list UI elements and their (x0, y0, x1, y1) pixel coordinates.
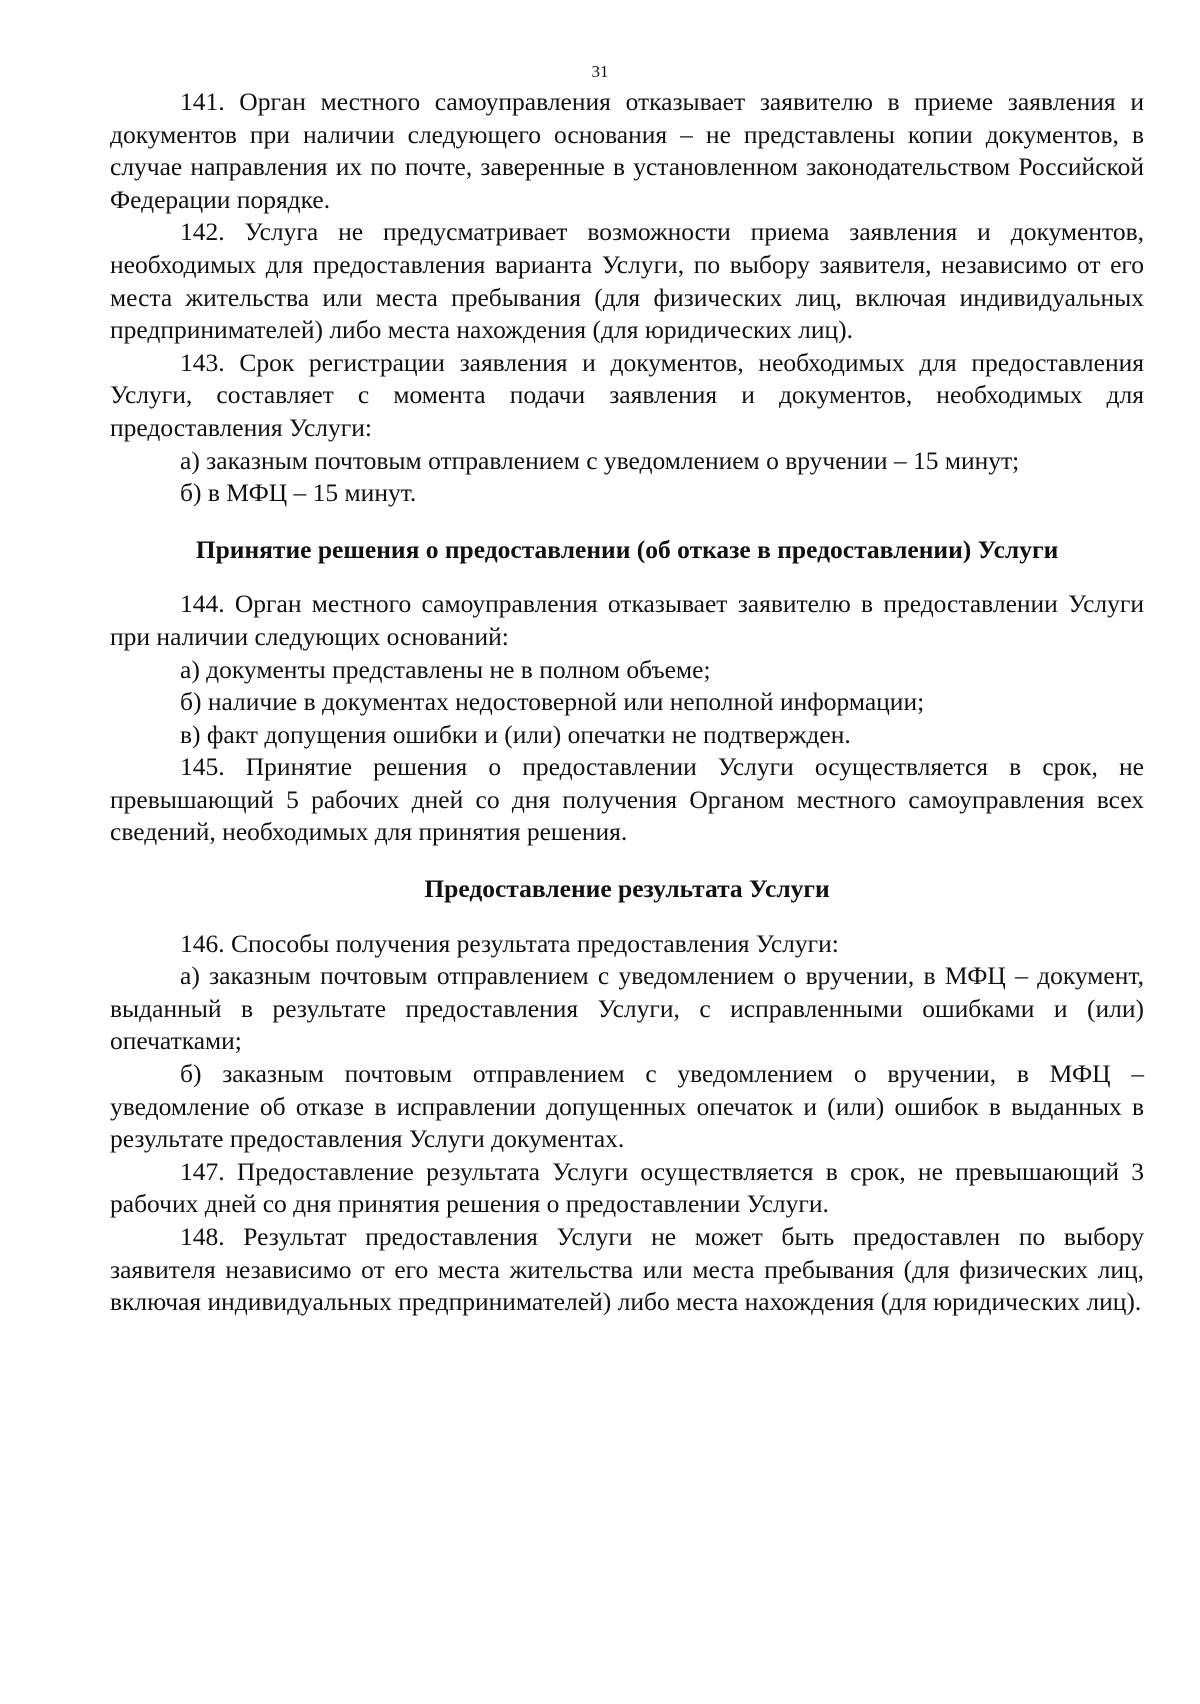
list-item-143-b: б) в МФЦ – 15 минут. (180, 478, 417, 508)
section-heading-result: Предоставление результата Услуги (424, 874, 830, 904)
paragraph-142: 142. Услуга не предусматривает возможности приема заявления и документов, необходимых для предоставления варианта Услуги, по выбору заявителя, независимо от его места жительства или места пребывания (для физических лиц, включая индивидуальных предпринимателей) либо места нахождения (для юридических лиц). (110, 217, 1144, 345)
list-item-146-a: а) заказным почтовым отправлением с уведомлением о вручении, в МФЦ – документ, выданный в результате предоставления Услуги, с исправленными ошибками и (или) опечатками; (110, 961, 1144, 1056)
paragraph-147: 147. Предоставление результата Услуги осуществляется в срок, не превышающий 3 рабочих дней со дня принятия решения о предоставлении Услуги. (110, 1156, 1144, 1219)
paragraph-144: 144. Орган местного самоуправления отказывает заявителю в предоставлении Услуги при наличии следующих оснований: (110, 589, 1144, 651)
page-number: 31 (591, 62, 609, 81)
paragraph-148: 148. Результат предоставления Услуги не может быть предоставлен по выбору заявителя независимо от его места жительства или места пребывания (для физических лиц, включая индивидуальных предпринимателей) либо места нахождения (для юридических лиц). (110, 1222, 1144, 1317)
paragraph-146: 146. Способы получения результата предоставления Услуги: (180, 928, 839, 958)
paragraph-141: 141. Орган местного самоуправления отказывает заявителю в приеме заявления и документов при наличии следующего основания – не представлены копии документов, в случае направления их по почте, заверенные в установленном законодательством Российской Федерации порядке. (110, 87, 1144, 214)
list-item-144-b: б) наличие в документах недостоверной или неполной информации; (180, 687, 925, 717)
section-heading-decision: Принятие решения о предоставлении (об отказе в предоставлении) Услуги (195, 534, 1059, 564)
paragraph-143: 143. Срок регистрации заявления и документов, необходимых для предоставления Услуги, составляет с момента подачи заявления и документов, необходимых для предоставления Услуги: (110, 347, 1144, 442)
paragraph-145: 145. Принятие решения о предоставлении Услуги осуществляется в срок, не превышающий 5 рабочих дней со дня получения Органом местного самоуправления всех сведений, необходимых для принятия решения. (110, 752, 1144, 847)
document-body (110, 86, 1144, 1319)
list-item-146-b: б) заказным почтовым отправлением с уведомлением о вручении, в МФЦ – уведомление об отказе в исправлении допущенных опечаток и (или) ошибок в выданных в результате предоставления Услуги документах. (110, 1059, 1144, 1154)
list-item-144-a: а) документы представлены не в полном объеме; (180, 654, 711, 684)
list-item-143-a: а) заказным почтовым отправлением с уведомлением о вручении – 15 минут; (180, 445, 1020, 475)
list-item-144-c: в) факт допущения ошибки и (или) опечатки не подтвержден. (180, 719, 851, 749)
